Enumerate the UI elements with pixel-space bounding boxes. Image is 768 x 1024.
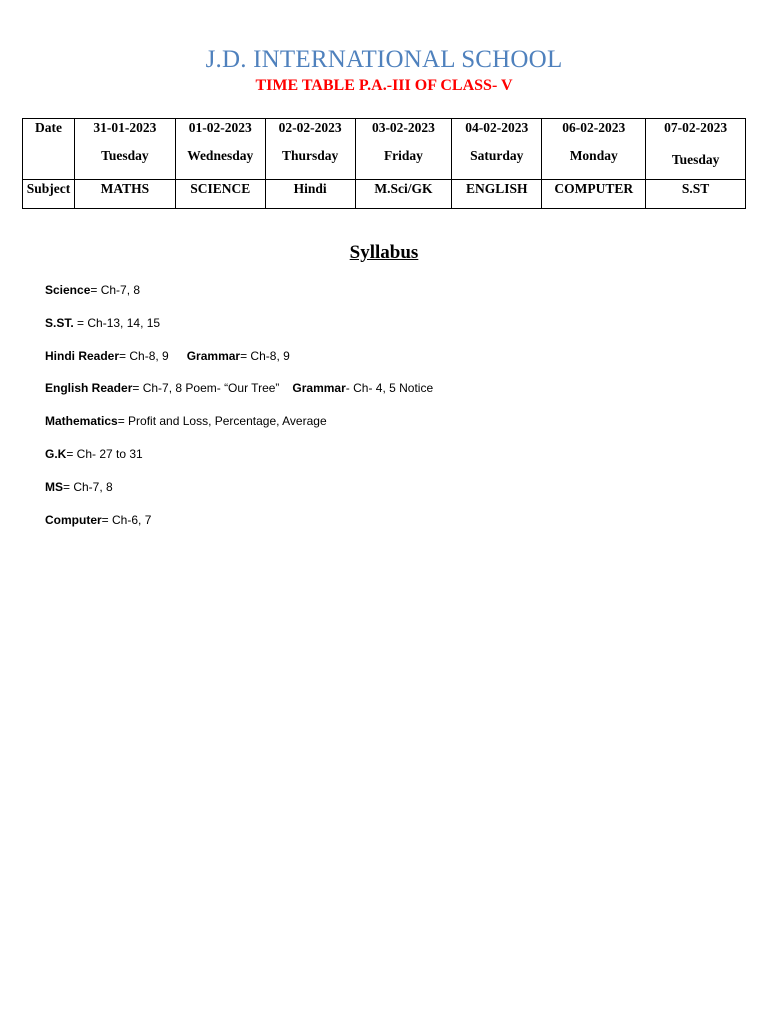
date-cell: 06-02-2023 Monday: [542, 119, 646, 180]
syllabus-hindi: Hindi Reader= Ch-8, 9 Grammar= Ch-8, 9: [45, 349, 290, 363]
syllabus-maths: Mathematics= Profit and Loss, Percentage, Average: [45, 414, 327, 428]
subject-cell: SCIENCE: [175, 180, 265, 209]
syllabus-sst: S.ST. = Ch-13, 14, 15: [45, 316, 161, 330]
exam-title: TIME TABLE P.A.-III OF CLASS- V: [255, 77, 513, 94]
syllabus-heading: Syllabus: [349, 242, 419, 263]
date-cell: 02-02-2023 Thursday: [265, 119, 355, 180]
subject-cell: M.Sci/GK: [355, 180, 452, 209]
date-row: [23, 119, 746, 180]
syllabus-gk: G.K= Ch- 27 to 31: [45, 447, 143, 461]
school-name: J.D. INTERNATIONAL SCHOOL: [205, 46, 563, 73]
subject-cell: Hindi: [265, 180, 355, 209]
subject-cell: ENGLISH: [452, 180, 542, 209]
timetable: [22, 118, 746, 209]
syllabus-computer: Computer= Ch-6, 7: [45, 513, 152, 527]
date-cell: 04-02-2023 Saturday: [452, 119, 542, 180]
date-cell: 01-02-2023 Wednesday: [175, 119, 265, 180]
subject-cell: MATHS: [74, 180, 175, 209]
syllabus-science: Science= Ch-7, 8: [45, 283, 141, 297]
subject-cell: S.ST: [646, 180, 746, 209]
syllabus-ms: MS= Ch-7, 8: [45, 480, 113, 494]
date-cell: 07-02-2023 Tuesday: [646, 119, 746, 180]
date-cell: 03-02-2023 Friday: [355, 119, 452, 180]
date-header-cell: Date: [23, 119, 75, 180]
subject-row: [23, 180, 746, 209]
subject-header-cell: Subject: [23, 180, 75, 209]
syllabus-english: English Reader= Ch-7, 8 Poem- “Our Tree” Grammar- Ch- 4, 5 Notice: [45, 381, 434, 395]
date-cell: 31-01-2023 Tuesday: [74, 119, 175, 180]
subject-cell: COMPUTER: [542, 180, 646, 209]
